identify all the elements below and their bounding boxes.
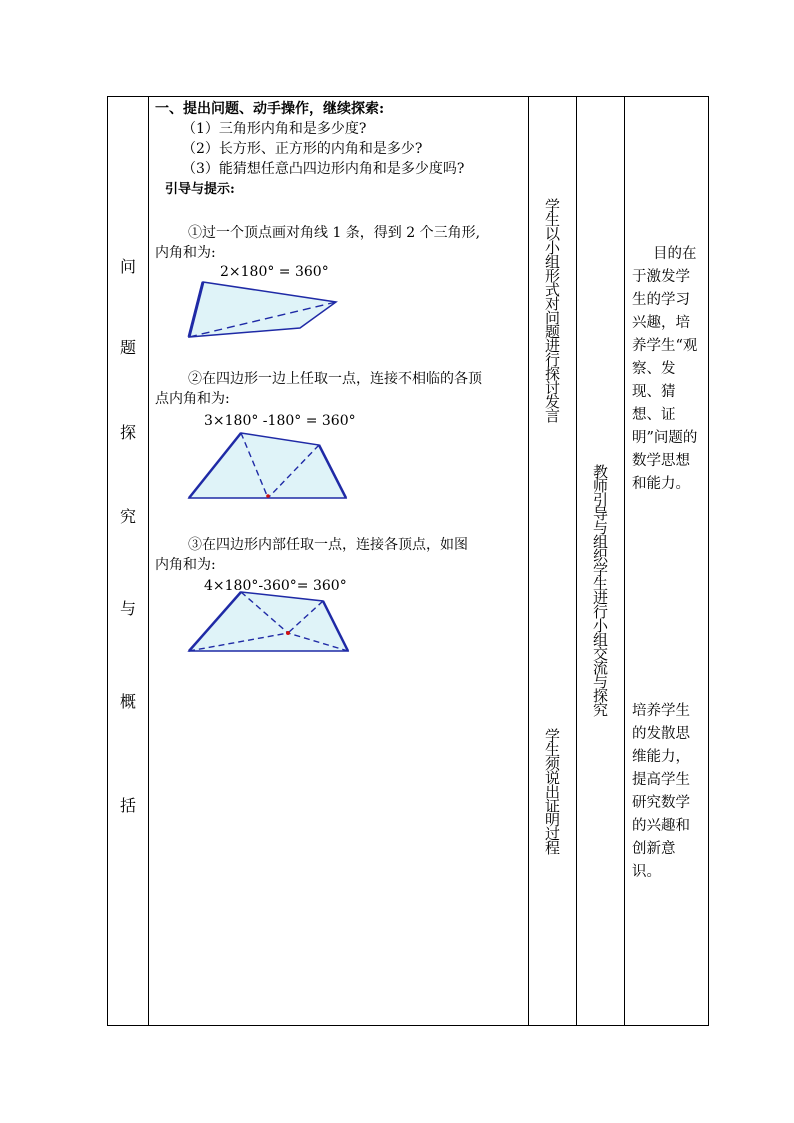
interior-point — [286, 631, 290, 635]
student-activity-1: 学生以小组形式对问题进行探讨发言 — [543, 198, 561, 422]
method-3-line-2: 内角和为: — [155, 557, 216, 573]
method-3-line-1: ③在四边形内部任取一点，连接各顶点，如图 — [188, 537, 468, 553]
question-2: （2）长方形、正方形的内角和是多少? — [182, 141, 423, 157]
column-divider — [576, 96, 577, 1026]
quadrilateral-shape — [189, 282, 336, 337]
method-3-formula: 4×180°-360°= 360° — [204, 578, 347, 594]
method-2-formula: 3×180° -180° = 360° — [204, 413, 356, 429]
stage-char: 括 — [119, 796, 136, 815]
figure-side-point-split — [186, 430, 350, 502]
column-divider — [528, 96, 529, 1026]
guide-label: 引导与提示: — [165, 182, 235, 197]
chosen-point — [266, 494, 270, 498]
question-3: （3）能猜想任意凸四边形内角和是多少度吗? — [182, 161, 465, 177]
purpose-1: 目的在于激发学生的学习兴趣，培养学生“观察、发现、猜想、证明”问题的数学思想和能力。 — [632, 246, 698, 492]
method-2-line-2: 点内角和为: — [155, 391, 230, 407]
column-divider — [624, 96, 625, 1026]
section-heading: 一、提出问题、动手操作，继续探索: — [155, 101, 385, 117]
stage-char: 问 — [119, 257, 136, 276]
figure-diagonal-split — [186, 280, 342, 342]
figure-interior-point-split — [186, 589, 352, 655]
method-1-line-2: 内角和为: — [155, 245, 216, 261]
stage-char: 究 — [119, 507, 136, 526]
method-1-formula: 2×180° = 360° — [220, 264, 329, 280]
teacher-activity: 教师引导与组织学生进行小组交流与探究 — [591, 464, 609, 716]
method-2-line-1: ②在四边形一边上任取一点，连接不相临的各顶 — [188, 371, 482, 387]
purpose-2: 培养学生的发散思维能力，提高学生研究数学的兴趣和创新意识。 — [632, 703, 690, 880]
stage-char: 与 — [119, 599, 136, 618]
quadrilateral-shape — [189, 433, 346, 498]
stage-char: 探 — [119, 423, 136, 442]
method-1-line-1: ①过一个顶点画对角线 1 条，得到 2 个三角形, — [188, 225, 481, 241]
question-1: （1）三角形内角和是多少度? — [182, 121, 367, 137]
stage-char: 概 — [119, 692, 136, 711]
student-activity-2: 学生须说出证明过程 — [543, 728, 561, 854]
column-divider — [148, 96, 149, 1026]
stage-char: 题 — [119, 338, 136, 357]
